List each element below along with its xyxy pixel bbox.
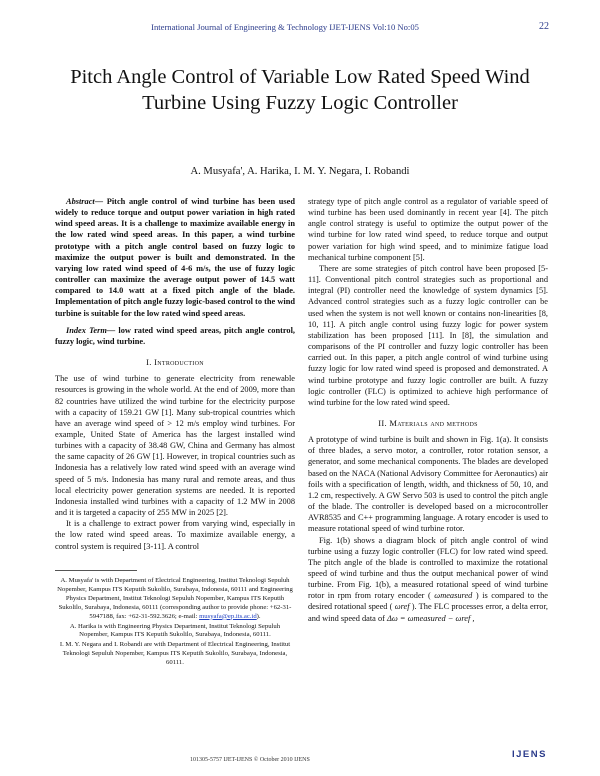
footnote-1: [55, 577, 295, 622]
right-paragraph-1: strategy type of pitch angle control as a regulator of variable speed of wind turbine has been used dominantly in recent year [4]. The pitch angle control strategy is useful to optimize the output power of the wind turbine for low rated wind speed, to reduce torque and output power variation for high wind speed, and to minimize fatigue load mechanical turbine component [5].: [308, 197, 548, 262]
paper-title: Pitch Angle Control of Variable Low Rated Speed Wind Turbine Using Fuzzy Logic Controller: [70, 66, 530, 114]
methods-p2-part-a: Fig. 1(b) shows a diagram block of pitch angle control of wind turbine using a fuzzy logic controller (FLC) for low rated wind speed. The pitch angle of the blade is controlled to maximize the rotational speed of wind turbine and thus the output mechanical power of wind turbine. From Fig. 1(b), a measured rotational speed of wind turbine rotor in rpm from rotary encoder (: [308, 535, 548, 601]
page-number: 22: [539, 21, 549, 32]
abstract: [55, 196, 295, 319]
methods-paragraph-2: [308, 535, 548, 624]
journal-logo: IJENS: [512, 749, 547, 760]
footnote-1-end: ).: [256, 612, 261, 620]
footnote-2: A. Harika is with Engineering Physics Department, Institut Teknologi Sepuluh Nopember, Kampus ITS Keputih Sukolilo, Surabaya, Indonesia, 60111.: [69, 622, 281, 639]
intro-paragraph-2: It is a challenge to extract power from varying wind, especially in the low rated wind speed areas. To maximize available energy, a control system is required [3-11]. A control: [55, 519, 295, 551]
right-paragraph-2: There are some strategies of pitch control have been proposed [5-11]. Conventional pitch control strategies such as proportional and integral (PI) controller need the knowledge of system dynamics [5]. Advanced control strategies such as a fuzzy logic controller can be used when the system is not well known or contains non-linearities [8, 10, 11]. A pitch angle control using fuzzy logic for power system stabilization has been proposed [11]. In [8], the simulation and comparisons of the PI controller and fuzzy logic controller has been carried out. In this paper, a pitch angle control of wind turbine using fuzzy logic for low rated wind speed is proposed and demonstrated. A wind turbine prototype and fuzzy logic controller are built. A fuzzy logic controller (FLC) is optimized to achieve high performance of wind turbine for the low rated wind speed.: [308, 263, 548, 407]
methods-p2-part-b: ) is compared to the desired rotational speed (: [308, 591, 548, 612]
methods-paragraph-1: A prototype of wind turbine is built and shown in Fig. 1(a). It consists of three blades, a servo motor, a controller, rotor rotation sensor, a generator, and some mechanical components. The blades are developed based on the NACA (National Advisory Committee for Aeronautics) air foils with a specification of length, width, and thickness of 50, 10, and 1.2 cm, respectively. A GW Servo 503 is used to control the pitch angle of the blade. The controller is developed based on a microcontroller AVR8535 and C++ programming language. A rotary encoder is used to measure rotational speed of wind turbine rotor.: [308, 435, 548, 534]
author-list: A. Musyafa', A. Harika, I. M. Y. Negara, I. Robandi: [190, 166, 410, 177]
footnotes: [55, 577, 295, 669]
footnote-1-text: A. Musyafa' is with Department of Electrical Engineering, Institut Teknologi Sepuluh Nopember, Kampus ITS Keputih Sukolilo, Surabaya, Indonesia, 60111 and Engineering Physics Department, Institut Teknologi Sepuluh Nopember, Kampus ITS Keputih Sukolilo, Surabaya, Indonesia, 60111 (corresponding author to provide phone: +62-31-5947188, fax: +62-31-592.3626; e-mail:: [57, 577, 293, 620]
index-term-label: Index Term—: [66, 325, 116, 335]
error-equation: Δω = ωmeasured − ωref ,: [387, 613, 475, 623]
section-heading-materials: II. Materials and methods: [378, 417, 478, 428]
index-terms: [55, 325, 295, 347]
right-column: [308, 196, 548, 624]
intro-paragraph-1: The use of wind turbine to generate electricity from renewable resources is growing in the whole world. At the end of 2009, more than 82 countries have utilized the wind turbine for the electricity purpose with a capacity of 159.21 GW [1]. Many sub-tropical countries which have an average wind speed of > 12 m/s employ wind turbines. For example, United State of America has the largest installed wind turbines with a capacity of 38.48 GW, China and Germany has almost the same capacity of 26 GW [1]. However, in tropical countries such as Indonesia has a relatively low rated wind speed with an average wind speed of 5 m/s. Indonesia has many rural and remote areas, and thus local electricity power generation systems are needed. It is reported Indonesia installed wind turbines with a capacity of 1.2 MW in 2008 and it is targeted a capacity of 255 MW in 2025 [2].: [55, 374, 295, 518]
omega-measured-symbol: ωmeasured: [434, 591, 473, 601]
left-column: [55, 196, 295, 552]
abstract-text: Pitch angle control of wind turbine has been used widely to reduce torque and output power variation in high rated wind speed areas. It is a challenge to maximize available energy in the low rated wind speed areas. In this paper, a wind turbine prototype with a pitch angle control based on fuzzy logic to maximize the output power is built and demonstrated. In the varying low rated wind speed of 4-6 m/s, the use of fuzzy logic controller can maximize the average output power of 14.5 watt compared to 14.0 watt at a fixed pitch angle of the blade. Implementation of pitch angle fuzzy logic-based control to the wind turbine is suitable for the low rated wind speed areas.: [55, 197, 295, 318]
author-email-link[interactable]: musyafa@ep.its.ac.id: [199, 612, 257, 620]
index-term-text: low rated wind speed areas, pitch angle control, fuzzy logic, wind turbine.: [55, 325, 296, 346]
footnote-3: I. M. Y. Negara and I. Robandi are with Department of Electrical Engineering, Institut Teknologi Sepuluh Nopember, Kampus ITS Keputih Sukolilo, Surabaya, Indonesia, 60111.: [59, 641, 291, 667]
methods-p2-part-c: ). The FLC processes error, a delta error, and wind speed data of: [308, 602, 549, 623]
abstract-label: Abstract—: [66, 197, 104, 206]
omega-ref-symbol: ωref: [394, 602, 410, 612]
section-heading-introduction: I. Introduction: [146, 357, 204, 368]
footer-line: 101305-5757 IJET-IJENS © October 2010 IJENS: [190, 757, 310, 763]
running-head: International Journal of Engineering & Technology IJET-IJENS Vol:10 No:05: [151, 22, 419, 32]
footnote-rule: [55, 570, 137, 571]
